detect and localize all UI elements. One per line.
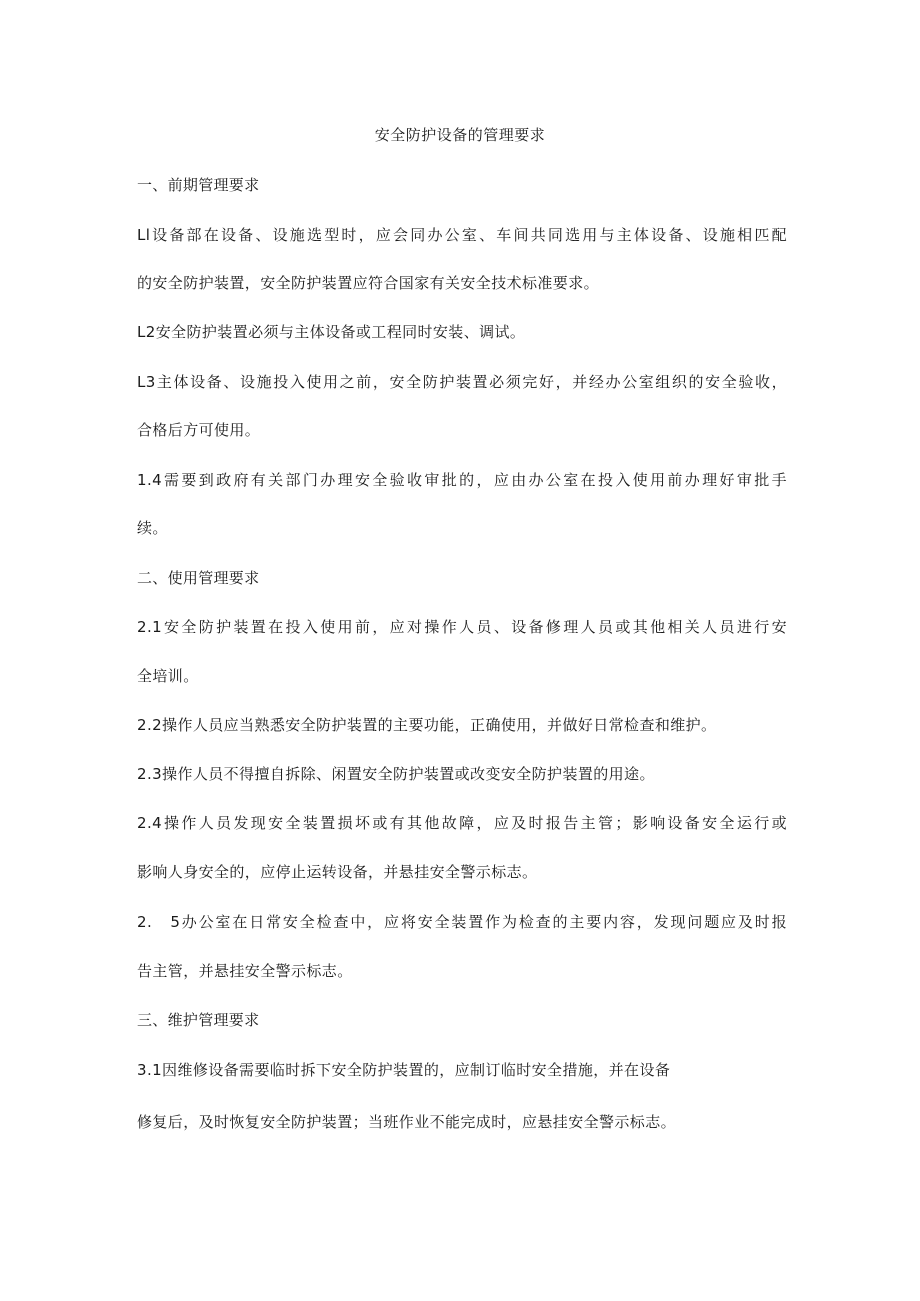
paragraph-line: 1.4需要到政府有关部门办理安全验收审批的，应由办公室在投入使用前办理好审批手: [137, 471, 787, 489]
paragraph-line: 2.3操作人员不得擅自拆除、闲置安全防护装置或改变安全防护装置的用途。: [137, 765, 655, 783]
paragraph-line: 合格后方可使用。: [137, 421, 261, 439]
paragraph-line: 影响人身安全的，应停止运转设备，并悬挂安全警示标志。: [137, 863, 538, 881]
paragraph-line: Ll设备部在设备、设施选型时，应会同办公室、车间共同选用与主体设备、设施相匹配: [137, 226, 787, 244]
paragraph-line: 2.2操作人员应当熟悉安全防护装置的主要功能，正确使用，并做好日常检查和维护。: [137, 716, 717, 734]
paragraph-line: 修复后，及时恢复安全防护装置；当班作业不能完成时，应悬挂安全警示标志。: [137, 1113, 677, 1131]
paragraph-line: 续。: [137, 519, 168, 537]
paragraph-line: 2.1安全防护装置在投入使用前，应对操作人员、设备修理人员或其他相关人员进行安: [137, 618, 787, 636]
section-heading-2: 二、使用管理要求: [137, 569, 260, 587]
section-heading-3: 三、维护管理要求: [137, 1011, 260, 1029]
paragraph-line: 告主管，并悬挂安全警示标志。: [137, 962, 353, 980]
paragraph-line: 的安全防护装置，安全防护装置应符合国家有关安全技术标准要求。: [137, 274, 600, 292]
paragraph-line: L2安全防护装置必须与主体设备或工程同时安装、调试。: [137, 323, 526, 341]
paragraph-line: 2.4操作人员发现安全装置损坏或有其他故障，应及时报告主管；影响设备安全运行或: [137, 814, 787, 832]
paragraph-line: 3.1因维修设备需要临时拆下安全防护装置的，应制订临时安全措施，并在设备: [137, 1061, 671, 1079]
document-title: 安全防护设备的管理要求: [374, 126, 546, 144]
paragraph-line: 2. 5办公室在日常安全检查中，应将安全装置作为检查的主要内容，发现问题应及时报: [137, 913, 787, 931]
section-heading-1: 一、前期管理要求: [137, 176, 260, 194]
paragraph-line: L3主体设备、设施投入使用之前，安全防护装置必须完好，并经办公室组织的安全验收，: [137, 373, 787, 391]
paragraph-line: 全培训。: [137, 667, 199, 685]
